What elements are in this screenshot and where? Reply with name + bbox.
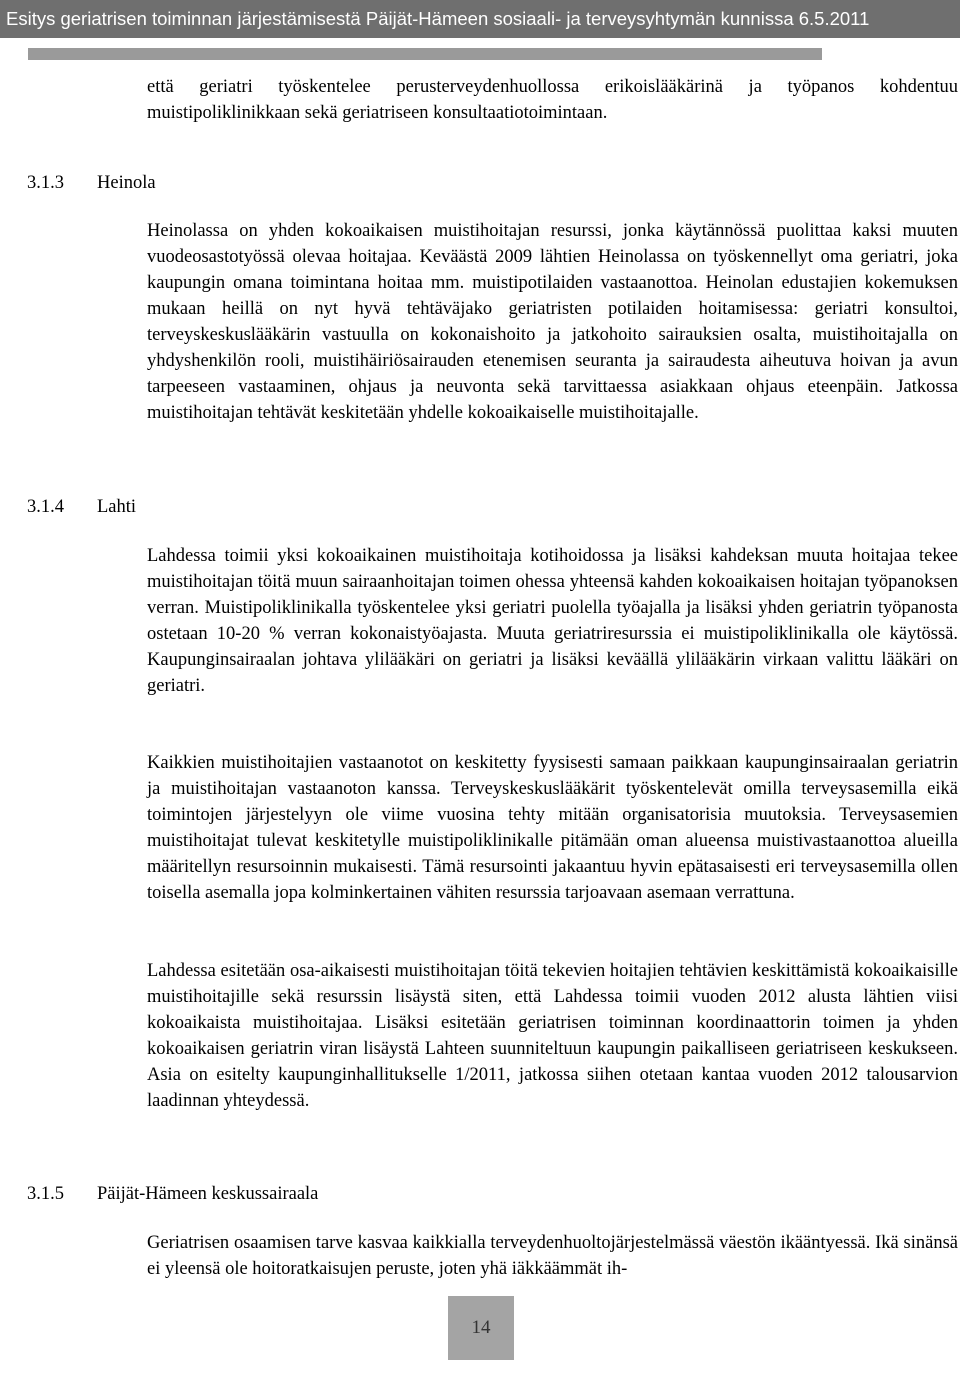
section-number-keskussairaala: 3.1.5 [27,1184,64,1204]
paragraph: Heinolassa on yhden kokoaikaisen muistihoitajan resurssi, jonka käytännössä puolittaa kaksi muuten vuodeosastotyössä olevaa hoitajaa. Keväästä 2009 lähtien Heinolassa on työskennellyt oma geriatri, joka kaupungin omana toimintana hoitaa mm. muistipotilaiden vastaanottoa. Heinolan edustajien kokemuksen mukaan heillä on nyt hyvä tehtäväjako geriatristen potilaiden hoitamisessa: geriatri konsultoi, terveyskeskuslääkärin vastuulla on kokonaishoito ja jatkohoito sairauksien osalta, muistihoitajalla on yhdyshenkilön rooli, muistihäiriösairauden etenemisen seuranta ja sairaudesta aiheutuva hoivan ja avun tarpeeseen vastaaminen, ohjaus ja neuvonta sekä tarvittaessa asiakkaan ohjaus eteenpäin. Jatkossa muistihoitajan tehtävät keskitetään yhdelle kokoaikaiselle muistihoitajalle. [147,221,958,423]
paragraph: Lahdessa esitetään osa-aikaisesti muistihoitajan töitä tekevien hoitajien tehtävien keskittämistä kokoaikaisille muistihoitajille sekä resurssin lisäystä siten, että Lahdessa toimii vuoden 2012 alusta lähtien viisi kokoaikaista muistihoitajaa. Lisäksi esitetään geriatrisen toiminnan koordinaattorin toimen ja yhden kokoaikaisen geriatrin viran lisäystä Lahteen suunniteltuun kaupungin paikalliseen geriatriseen keskukseen. Asia on esitelty kaupunginhallitukselle 1/2011, jatkossa siihen otetaan kantaa vuoden 2012 talousarvion laadinnan yhteydessä. [147,961,958,1111]
section-body-lahti-1 [147,543,958,699]
section-number-lahti: 3.1.4 [27,497,64,517]
header-title: Esitys geriatrisen toiminnan järjestämisestä Päijät-Hämeen sosiaali- ja terveysyhtymän kunnissa 6.5.2011 [6,8,870,29]
page-number: 14 [448,1296,514,1360]
paragraph: Kaikkien muistihoitajien vastaanotot on keskitetty fyysisesti samaan paikkaan kaupunginsairaalan geriatrin ja muistihoitajan vastaanoton kanssa. Terveyskeskuslääkärit työskentelevät omilla terveysasemilla eikä toimintojen järjestelyyn ole viime vuosina tehty mitään organisatorisia muutoksia. Terveysasemien muistihoitajat tulevat keskitetylle muistipoliklinikalle pitämään oman alueensa muistivastaanottoa alueilla määritellyn resursoinnin mukaisesti. Tämä resursointi jakaantuu hyvin epätasaisesti eri terveysasemilla ollen toisella asemalla jopa kolminkertainen vähiten resurssia tarjoavaan asemaan verrattuna. [147,753,958,903]
section-title-heinola: Heinola [97,173,156,193]
section-number-heinola: 3.1.3 [27,173,64,193]
section-body-keskussairaala [147,1230,958,1282]
intro-continuation [147,74,958,126]
section-body-heinola [147,218,958,426]
intro-paragraph: että geriatri työskentelee perusterveydenhuollossa erikoislääkärinä ja työpanos kohdentuu muistipoliklinikkaan sekä geriatriseen konsultaatiotoimintaan. [147,77,958,123]
section-body-lahti-2 [147,750,958,906]
section-title-lahti: Lahti [97,497,137,517]
paragraph: Lahdessa toimii yksi kokoaikainen muistihoitaja kotihoidossa ja lisäksi kahdeksan muuta hoitajaa tekee muistihoitajan töitä muun sairaanhoitajan toimen ohessa yhteensä kahden kokoaikaisen hoitajan työpanoksen verran. Muistipoliklinikalla työskentelee yksi geriatri puolella työajalla ja lisäksi yhden geriatrin työpanosta ostetaan 10-20 % verran kokonaistyöajasta. Muuta geriatriresurssia ei muistipoliklinikalla ole käytössä. Kaupunginsairaalan johtava ylilääkäri on geriatri ja lisäksi keväällä ylilääkärin virkaan valittu lääkäri on geriatri. [147,546,958,696]
header-divider [28,48,822,60]
section-title-keskussairaala: Päijät-Hämeen keskussairaala [97,1184,319,1204]
document-header [0,0,960,38]
section-body-lahti-3 [147,958,958,1114]
paragraph: Geriatrisen osaamisen tarve kasvaa kaikkialla terveydenhuoltojärjestelmässä väestön ikääntyessä. Ikä sinänsä ei yleensä ole hoitoratkaisujen peruste, joten yhä iäkkäämmät ih- [147,1233,958,1279]
